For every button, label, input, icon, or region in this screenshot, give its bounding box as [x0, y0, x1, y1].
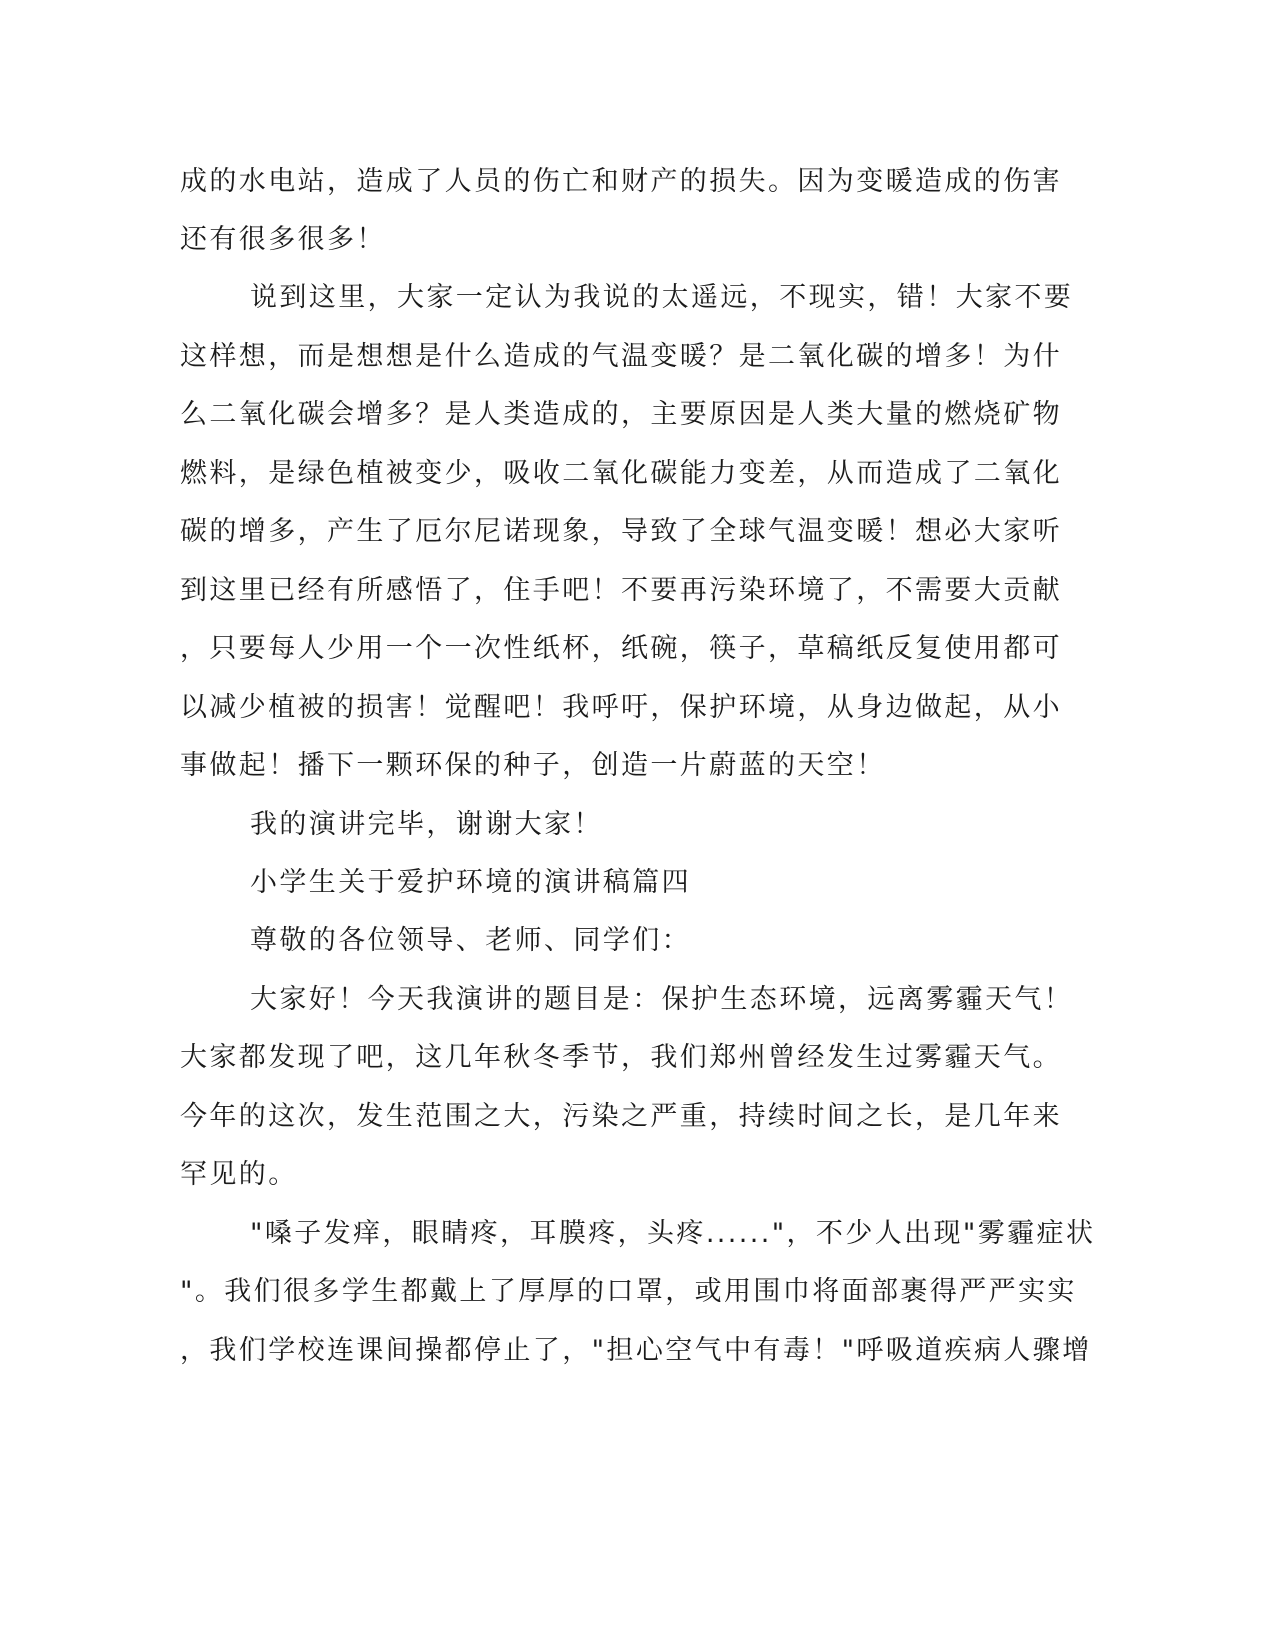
text-line: 到这里已经有所感悟了，住手吧！不要再污染环境了，不需要大贡献: [180, 575, 1062, 606]
text-line: 今年的这次，发生范围之大，污染之严重，持续时间之长，是几年来: [180, 1101, 1062, 1132]
section-heading: 小学生关于爱护环境的演讲稿篇四: [250, 867, 691, 898]
text-line: 碳的增多，产生了厄尔尼诺现象，导致了全球气温变暖！想必大家听: [180, 516, 1062, 547]
text-line: 罕见的。: [180, 1159, 298, 1190]
text-line: 事做起！播下一颗环保的种子，创造一片蔚蓝的天空！: [180, 750, 886, 781]
text-line: 还有很多很多！: [180, 224, 386, 255]
text-line: 燃料，是绿色植被变少，吸收二氧化碳能力变差，从而造成了二氧化: [180, 458, 1062, 489]
closing-remark: 我的演讲完毕，谢谢大家！: [250, 809, 603, 840]
paragraph-start: 大家好！今天我演讲的题目是：保护生态环境，远离雾霾天气！: [250, 984, 1074, 1015]
text-line: ，只要每人少用一个一次性纸杯，纸碗，筷子，草稿纸反复使用都可: [180, 633, 1062, 664]
salutation: 尊敬的各位领导、老师、同学们：: [250, 925, 691, 956]
text-line: 大家都发现了吧，这几年秋冬季节，我们郑州曾经发生过雾霾天气。: [180, 1042, 1062, 1073]
paragraph-start: "嗓子发痒，眼睛疼，耳膜疼，头疼......"，不少人出现"雾霾症状: [250, 1218, 1096, 1249]
text-line: ，我们学校连课间操都停止了，"担心空气中有毒！"呼吸道疾病人骤增: [180, 1335, 1092, 1366]
text-line: 这样想，而是想想是什么造成的气温变暖？是二氧化碳的增多！为什: [180, 341, 1062, 372]
text-line: 成的水电站，造成了人员的伤亡和财产的损失。因为变暖造成的伤害: [180, 166, 1062, 197]
text-line: 以减少植被的损害！觉醒吧！我呼吁，保护环境，从身边做起，从小: [180, 692, 1062, 723]
text-line: 么二氧化碳会增多？是人类造成的，主要原因是人类大量的燃烧矿物: [180, 399, 1062, 430]
text-line: "。我们很多学生都戴上了厚厚的口罩，或用围巾将面部裹得严严实实: [180, 1276, 1077, 1307]
paragraph-start: 说到这里，大家一定认为我说的太遥远，不现实，错！大家不要: [250, 282, 1074, 313]
